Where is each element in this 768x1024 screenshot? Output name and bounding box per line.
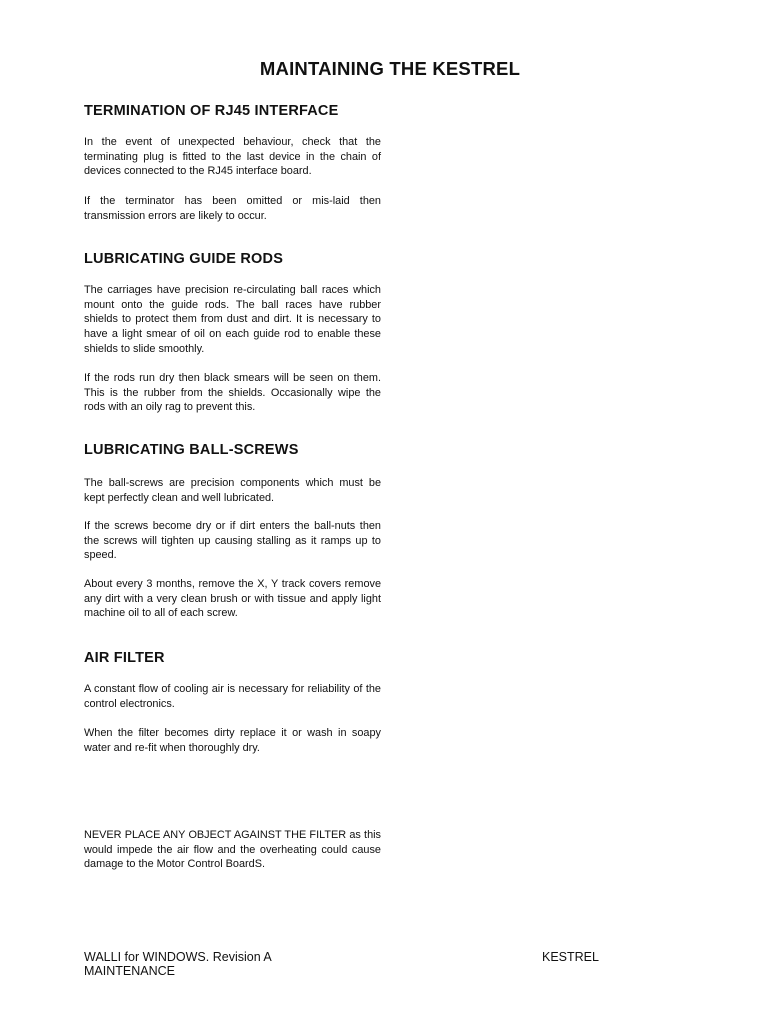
paragraph-air-filter-replace: When the filter becomes dirty replace it or wash in soapy water and re-fit when thoroughly dry. <box>84 727 381 754</box>
paragraph-guide-rods-shields: The carriages have precision re-circulating ball races which mount onto the guide rods. The ball races have rubber shields to protect them from dust and dirt. It is necessary to have a light smear of oil on each guide rod to enable these shields to slide smoothly. <box>84 284 381 355</box>
footer-section-name: MAINTENANCE <box>84 964 175 978</box>
section-heading-ball-screws: LUBRICATING BALL-SCREWS <box>84 442 299 458</box>
paragraph-air-filter-warning: NEVER PLACE ANY OBJECT AGAINST THE FILTER as this would impede the air flow and the overheating could cause damage to the Motor Control BoardS. <box>84 829 381 871</box>
paragraph-ball-screws-precision: The ball-screws are precision components which must be kept perfectly clean and well lubricated. <box>84 477 381 504</box>
paragraph-rj45-check: In the event of unexpected behaviour, check that the terminating plug is fitted to the last device in the chain of devices connected to the RJ45 interface board. <box>84 136 381 178</box>
footer-document-revision: WALLI for WINDOWS. Revision A <box>84 950 272 964</box>
paragraph-air-filter-flow: A constant flow of cooling air is necessary for reliability of the control electronics. <box>84 683 381 710</box>
paragraph-ball-screws-stalling: If the screws become dry or if dirt enters the ball-nuts then the screws will tighten up causing stalling as it ramps up to speed. <box>84 520 381 562</box>
section-heading-guide-rods: LUBRICATING GUIDE RODS <box>84 251 284 267</box>
section-heading-rj45-termination: TERMINATION OF RJ45 INTERFACE <box>84 103 339 119</box>
paragraph-guide-rods-wipe: If the rods run dry then black smears will be seen on them. This is the rubber from the shields. Occasionally wipe the rods with an oily rag to prevent this. <box>84 372 381 414</box>
page-title: MAINTAINING THE KESTREL <box>259 58 521 79</box>
paragraph-ball-screws-service: About every 3 months, remove the X, Y track covers remove any dirt with a very clean brush or with tissue and apply light machine oil to all of each screw. <box>84 578 381 620</box>
paragraph-rj45-terminator: If the terminator has been omitted or mis-laid then transmission errors are likely to occur. <box>84 195 381 222</box>
footer-product-name: KESTREL <box>542 950 599 964</box>
section-heading-air-filter: AIR FILTER <box>84 650 165 666</box>
